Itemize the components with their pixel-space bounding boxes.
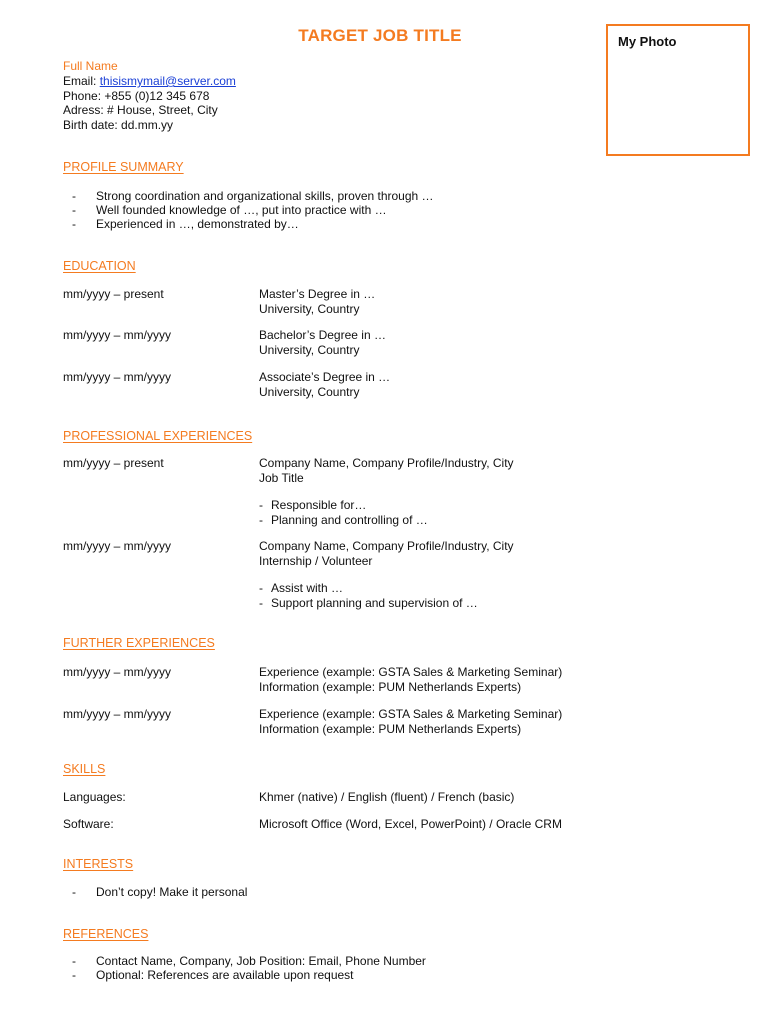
- education-heading: EDUCATION: [63, 259, 136, 273]
- experience-date: mm/yyyy – present: [63, 456, 164, 470]
- education-degree: Master’s Degree in …: [259, 287, 376, 301]
- references-heading: REFERENCES: [63, 927, 149, 941]
- education-place: University, Country: [259, 301, 360, 316]
- further-experience: Experience (example: GSTA Sales & Marketing Seminar): [259, 665, 563, 679]
- profile-summary-heading: PROFILE SUMMARY: [63, 160, 184, 174]
- experience-role: Internship / Volunteer: [259, 553, 373, 568]
- email-line: [63, 74, 236, 89]
- education-place: University, Country: [259, 342, 360, 357]
- experience-date: mm/yyyy – mm/yyyy: [63, 539, 171, 553]
- profile-item: - Experienced in …, demonstrated by…: [72, 217, 299, 231]
- education-date: mm/yyyy – mm/yyyy: [63, 328, 171, 342]
- profile-item: - Strong coordination and organizational skills, proven through …: [72, 189, 434, 203]
- address: Adress: # House, Street, City: [63, 103, 218, 117]
- photo-label: My Photo: [618, 34, 677, 49]
- skill-label: Software:: [63, 817, 114, 831]
- further-experiences-heading: FURTHER EXPERIENCES: [63, 636, 215, 650]
- skills-heading: SKILLS: [63, 762, 106, 776]
- experience-role: Job Title: [259, 470, 304, 485]
- skill-label: Languages:: [63, 790, 126, 804]
- full-name: Full Name: [63, 59, 118, 73]
- education-date: mm/yyyy – present: [63, 287, 164, 301]
- education-degree: Associate’s Degree in …: [259, 370, 391, 384]
- email-label: Email:: [63, 74, 97, 88]
- further-experience: Experience (example: GSTA Sales & Marketing Seminar): [259, 707, 563, 721]
- further-date: mm/yyyy – mm/yyyy: [63, 665, 171, 679]
- experience-company: Company Name, Company Profile/Industry, City: [259, 539, 514, 553]
- target-job-title: TARGET JOB TITLE: [298, 26, 462, 45]
- further-date: mm/yyyy – mm/yyyy: [63, 707, 171, 721]
- interest-item: - Don’t copy! Make it personal: [72, 885, 248, 899]
- profile-item: - Well founded knowledge of …, put into practice with …: [72, 203, 387, 217]
- skill-value: Khmer (native) / English (fluent) / French (basic): [259, 790, 515, 804]
- skill-value: Microsoft Office (Word, Excel, PowerPoint) / Oracle CRM: [259, 817, 562, 831]
- further-info: Information (example: PUM Netherlands Experts): [259, 679, 522, 694]
- reference-item: - Contact Name, Company, Job Position: Email, Phone Number: [72, 954, 426, 968]
- professional-experiences-heading: PROFESSIONAL EXPERIENCES: [63, 429, 253, 443]
- experience-bullet: - Responsible for…: [259, 498, 367, 512]
- experience-bullet: - Planning and controlling of …: [259, 512, 428, 527]
- photo-placeholder[interactable]: [606, 24, 750, 156]
- experience-company: Company Name, Company Profile/Industry, City: [259, 456, 514, 470]
- phone: Phone: +855 (0)12 345 678: [63, 89, 210, 103]
- email-link[interactable]: thisismymail@server.com: [99, 74, 236, 88]
- further-info: Information (example: PUM Netherlands Experts): [259, 721, 522, 736]
- experience-bullet: - Assist with …: [259, 581, 344, 595]
- experience-bullet: - Support planning and supervision of …: [259, 595, 478, 610]
- education-date: mm/yyyy – mm/yyyy: [63, 370, 171, 384]
- interests-heading: INTERESTS: [63, 857, 134, 871]
- education-degree: Bachelor’s Degree in …: [259, 328, 386, 342]
- reference-item: - Optional: References are available upon request: [72, 968, 354, 982]
- birth-date: Birth date: dd.mm.yy: [63, 118, 174, 132]
- education-place: University, Country: [259, 384, 360, 399]
